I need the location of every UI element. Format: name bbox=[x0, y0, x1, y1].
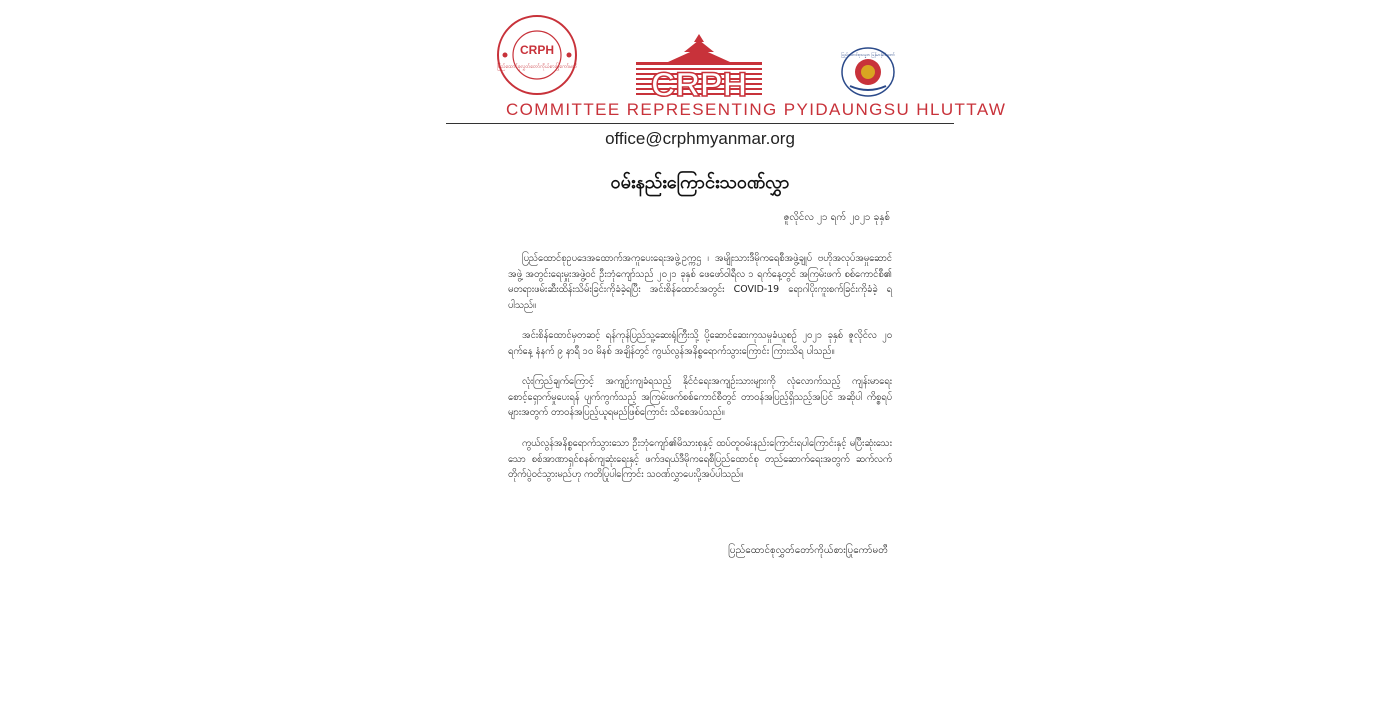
crph-logo-text: CRPH bbox=[650, 66, 748, 100]
crph-logo bbox=[632, 34, 766, 100]
union-emblem-icon bbox=[840, 46, 896, 98]
seal-caption: ပြည်ထောင်စုလွှတ်တော်ကိုယ်စားပြုကော်မတီ bbox=[497, 64, 577, 70]
signature: ပြည်ထောင်စုလွှတ်တော်ကိုယ်စားပြုကော်မတီ bbox=[728, 545, 888, 556]
letterhead bbox=[446, 10, 1007, 126]
paragraph: လုံးကြည်ချက်ကြောင့် အကျဉ်းကျခံရသည့် နိုင်ငံရေးအကျဉ်းသားများကို လုံလောက်သည့် ကျန်းမာရေး စောင့်ရှောက်မှုပေးရန် ပျက်ကွက်သည့် အကြမ်းဖက်စစ်ကောင်စီတွင် တာဝန်အပြည့်ရှိသည့်အပြင် အဆိုပါ ကိစ္စရပ်များအတွက် တာဝန်အပြည့်ယူရမည်ဖြစ်ကြောင်း သိစေအပ်သည်။ bbox=[508, 376, 892, 418]
paragraph: အင်းစိန်ထောင်မှတဆင့် ရန်ကုန်ပြည်သူ့ဆေးရုံကြီးသို့ ပို့ဆောင်ဆေးကုသမှုခံယူစဉ် ၂၀၂၁ ခုနှစ် ဇူလိုင်လ ၂၀ ရက်နေ့ နံနက် ၉ နာရီ ၁၀ မိနစ် အချိန်တွင် ကွယ်လွန်အနိစ္စရောက်သွားကြောင်း ကြားသိရ ပါသည်။ bbox=[508, 330, 892, 357]
paragraph: ကွယ်လွန်အနိစ္စရောက်သွားသော ဦးဘုံကျော်၏မိသားစုနှင့် ထပ်တူဝမ်းနည်းကြောင်းရပါကြောင်းနှင့် မပြီးဆုံးသေးသော စစ်အာဏာရှင်စနစ်ကျဆုံးရေးနှင့် ဖက်ဒရယ်ဒီမိုကရေစီပြည်ထောင်စု တည်ဆောက်ရေးအတွက် ဆက်လက်တိုက်ပွဲဝင်သွားမည်ဟု ကတိပြုပါကြောင်း သဝဏ်လွှာပေးပို့အပ်ပါသည်။ bbox=[508, 438, 892, 480]
document-date: ဇူလိုင်လ ၂၁ ရက် ၂၀၂၁ ခုနှစ် bbox=[783, 212, 890, 223]
paragraph: ပြည်ထောင်စုဥပဒေအထောက်အကူပေးရေးအဖွဲ့ဥက္ကဌ ၊ အမျိုးသားဒီမိုကရေစီအဖွဲ့ချုပ် ဗဟိုအလုပ်အမှုဆောင်အဖွဲ့ အတွင်းရေးမှူးအဖွဲ့ဝင် ဦးဘုံကျော်သည် ၂၀၂၁ ခုနှစ် ဖေဖော်ဝါရီလ ၁ ရက်နေ့တွင် အကြမ်းဖက် စစ်ကောင်စီ၏ မတရားဖမ်းဆီးထိန်းသိမ်းခြင်းကိုခံခဲ့ရပြီး အင်းစိန်ထောင်အတွင်း COVID-19 ရောဂါပိုးကူးစက်ခြင်းကိုခံခဲ့ ရပါသည်။ bbox=[508, 253, 892, 311]
contact-email[interactable]: office@crphmyanmar.org bbox=[605, 129, 795, 148]
document-title: ဝမ်းနည်းကြောင်းသဝဏ်လွှာ bbox=[610, 172, 790, 193]
emblem-caption: ပြည်ထောင်စုသမ္မတ မြန်မာနိုင်ငံတော် bbox=[841, 52, 895, 57]
committee-name: COMMITTEE REPRESENTING PYIDAUNGSU HLUTTAW bbox=[506, 100, 1007, 119]
crph-seal-icon bbox=[496, 14, 578, 96]
header-divider bbox=[446, 123, 954, 124]
seal-mark: CRPH bbox=[519, 43, 555, 57]
document-page bbox=[446, 0, 1007, 720]
